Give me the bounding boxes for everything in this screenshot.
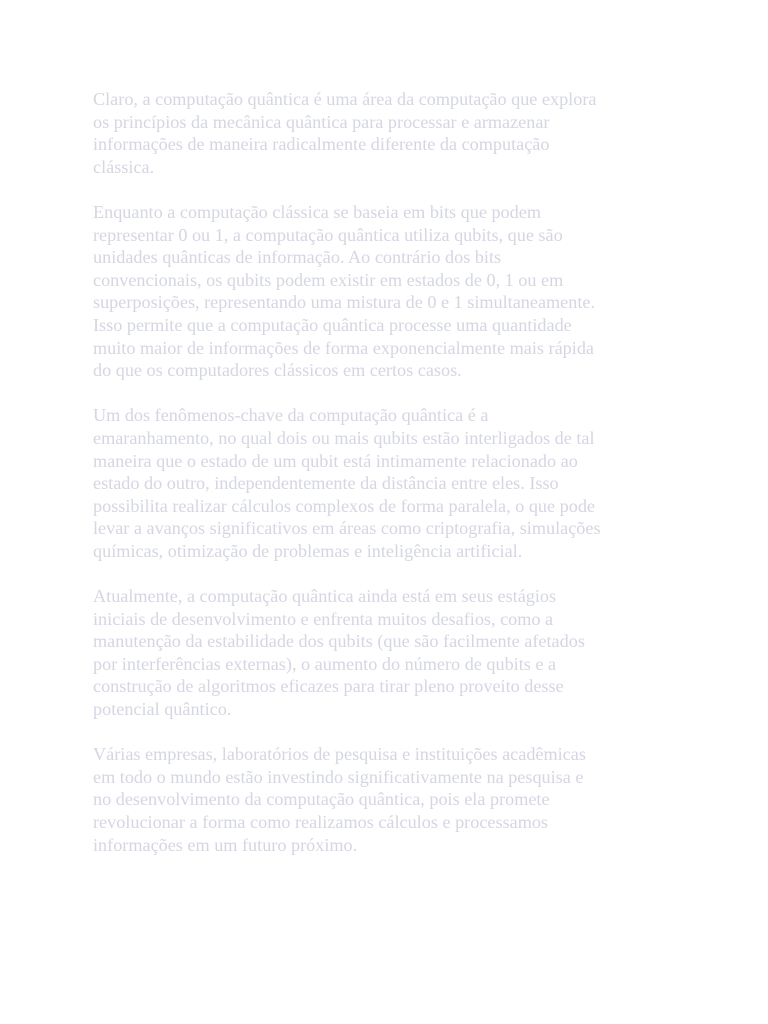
paragraph-entanglement: Um dos fenômenos-chave da computação quântica é a emaranhamento, no qual dois ou mais qubits estão interligados de tal maneira que o estado de um qubit está intimamente relacionado ao estado do outro, independentemente da distância entre eles. Isso possibilita realizar cálculos complexos de forma paralela, o que pode levar a avanços significativos em áreas como criptografia, simulações químicas, otimização de problemas e inteligência artificial. bbox=[93, 405, 601, 561]
paragraph-bits-vs-qubits: Enquanto a computação clássica se baseia em bits que podem representar 0 ou 1, a computação quântica utiliza qubits, que são unidades quânticas de informação. Ao contrário dos bits convencionais, os qubits podem existir em estados de 0, 1 ou em superposições, representando uma mistura de 0 e 1 simultaneamente. Isso permite que a computação quântica processe uma quantidade muito maior de informações de forma exponencialmente mais rápida do que os computadores clássicos em certos casos. bbox=[93, 201, 596, 381]
paragraph-intro: Claro, a computação quântica é uma área da computação que explora os princípios da mecânica quântica para processar e armazenar informações de maneira radicalmente diferente da computação clássica. bbox=[93, 89, 597, 177]
paragraph-challenges: Atualmente, a computação quântica ainda está em seus estágios iniciais de desenvolvimento e enfrenta muitos desafios, como a manutenção da estabilidade dos qubits (que são facilmente afetados por interferências externas), o aumento do número de qubits e a construção de algoritmos eficazes para tirar pleno proveito desse potencial quântico. bbox=[93, 586, 585, 720]
document-body bbox=[93, 88, 678, 879]
paragraph-investment: Várias empresas, laboratórios de pesquisa e instituições acadêmicas em todo o mundo estão investindo significativamente na pesquisa e no desenvolvimento da computação quântica, pois ela promete revolucionar a forma como realizamos cálculos e processamos informações em um futuro próximo. bbox=[93, 744, 586, 855]
